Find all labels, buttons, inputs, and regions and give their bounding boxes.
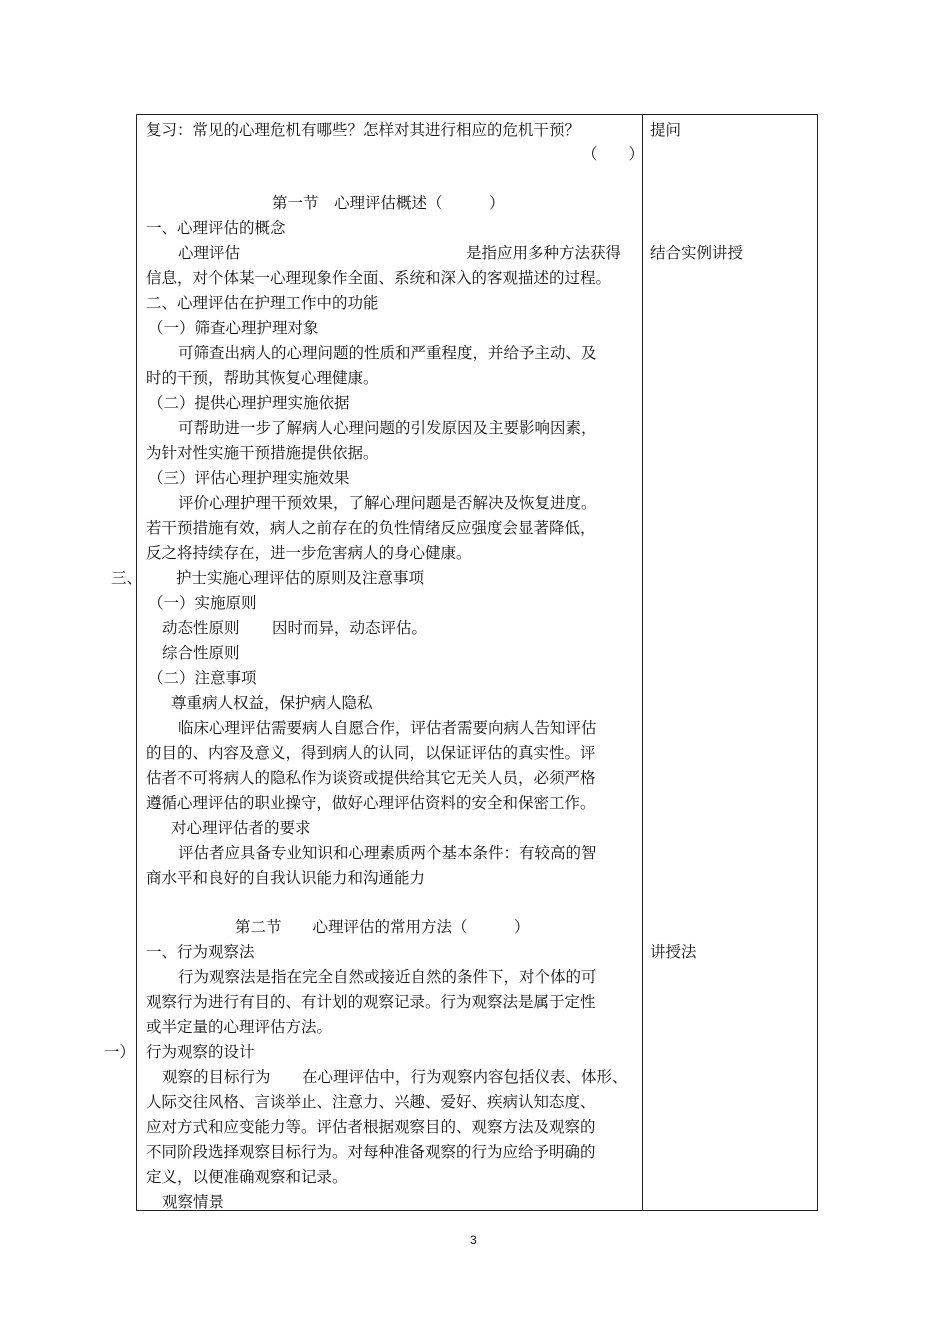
text-line: 第一节 心理评估概述（ ） [272,194,505,212]
method-label: 讲授法 [650,943,697,961]
text-line: （三）评估心理护理实施效果 [148,469,350,487]
text-line: 商水平和良好的自我认识能力和沟通能力 [146,869,426,887]
text-line: 的目的、内容及意义，得到病人的认同，以保证评估的真实性。评 [146,744,596,762]
text-line: 遵循心理评估的职业操守，做好心理评估资料的安全和保密工作。 [146,794,596,812]
text-line: 反之将持续存在，进一步危害病人的身心健康。 [146,544,472,562]
text-line: （一）实施原则 [148,594,257,612]
text-line: 临床心理评估需要病人自愿合作，评估者需要向病人告知评估 [178,719,597,737]
text-line: 可筛查出病人的心理问题的性质和严重程度，并给予主动、及 [178,344,597,362]
text-line: （一）筛查心理护理对象 [148,319,319,337]
text-line: 为针对性实施干预措施提供依据。 [146,444,379,462]
column-divider [642,114,643,1211]
text-line: 第二节 心理评估的常用方法（ ） [235,918,530,936]
text-line: （二）注意事项 [148,669,257,687]
text-line: 护士实施心理评估的原则及注意事项 [176,569,425,587]
text-line: 行为观察法是指在完全自然或接近自然的条件下，对个体的可 [178,968,597,986]
method-label: 结合实例讲授 [650,244,744,262]
text-line: 时的干预，帮助其恢复心理健康。 [146,369,379,387]
text-line: （ ） [582,145,645,163]
text-line: 应对方式和应变能力等。评估者根据观察目的、观察方法及观察的 [146,1118,596,1136]
text-line: 若干预措施有效，病人之前存在的负性情绪反应强度会显著降低， [146,519,596,537]
text-line: 评估者应具备专业知识和心理素质两个基本条件：有较高的智 [178,844,597,862]
page-number: 3 [470,1233,477,1247]
text-line: 在心理评估中，行为观察内容包括仪表、体形、 [302,1068,628,1086]
text-line: 复习：常见的心理危机有哪些？怎样对其进行相应的危机干预？ [146,121,581,139]
text-line: 观察情景 [162,1193,225,1211]
text-line: 二、心理评估在护理工作中的功能 [146,294,379,312]
text-line: 估者不可将病人的隐私作为谈资或提供给其它无关人员，必须严格 [146,769,596,787]
text-line: 行为观察的设计 [146,1043,255,1061]
text-line: （二）提供心理护理实施依据 [148,394,350,412]
margin-label: 一） [104,1043,136,1061]
method-label: 提问 [650,121,682,139]
text-line: 信息，对个体某一心理现象作全面、系统和深入的客观描述的过程。 [146,269,612,287]
text-line: 因时而异，动态评估。 [272,619,428,637]
text-line: 定义，以便准确观察和记录。 [146,1168,348,1186]
text-line: 或半定量的心理评估方法。 [146,1018,333,1036]
text-line: 不同阶段选择观察目标行为。对每种准备观察的行为应给予明确的 [146,1143,596,1161]
text-line: 一、心理评估的概念 [146,219,286,237]
text-line: 心理评估 [178,244,241,262]
text-line: 动态性原则 [162,619,240,637]
text-line: 评价心理护理干预效果，了解心理问题是否解决及恢复进度。 [178,494,597,512]
text-line: 一、行为观察法 [146,943,255,961]
text-line: 综合性原则 [162,644,240,662]
text-line: 尊重病人权益，保护病人隐私 [171,694,373,712]
text-line: 人际交往风格、言谈举止、注意力、兴趣、爱好、疾病认知态度、 [146,1093,596,1111]
text-line: 观察的目标行为 [162,1068,271,1086]
text-line: 可帮助进一步了解病人心理问题的引发原因及主要影响因素， [178,419,597,437]
text-line: 是指应用多种方法获得 [466,244,622,262]
margin-label: 三、 [111,569,143,587]
text-line: 观察行为进行有目的、有计划的观察记录。行为观察法是属于定性 [146,993,596,1011]
text-line: 对心理评估者的要求 [171,819,311,837]
